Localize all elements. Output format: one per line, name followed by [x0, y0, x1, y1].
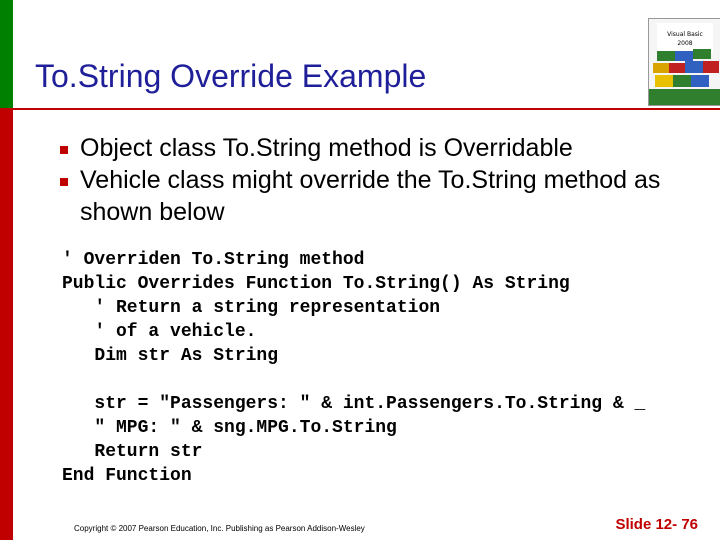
slide-number: Slide 12- 76 — [615, 516, 698, 533]
book-cover-title: Visual Basic — [667, 31, 703, 38]
book-cover-image — [648, 18, 720, 106]
left-accent-stripe — [0, 0, 13, 540]
book-cover-graphic — [649, 19, 720, 105]
bullet-item — [60, 132, 710, 164]
code-block — [62, 248, 645, 488]
bullet-marker-icon — [60, 146, 68, 154]
code-line: Return str — [62, 442, 203, 462]
bullet-marker-icon — [60, 178, 68, 186]
title-underline — [13, 108, 720, 110]
code-line: End Function — [62, 466, 192, 486]
code-line: ' Return a string representation — [62, 298, 441, 318]
bullet-item — [60, 164, 710, 228]
copyright-footer: Copyright © 2007 Pearson Education, Inc. Publishing as Pearson Addison-Wesley — [74, 524, 365, 533]
code-line: ' of a vehicle. — [62, 322, 257, 342]
code-line: Dim str As String — [62, 346, 279, 366]
slide-title: To.String Override Example — [35, 58, 427, 94]
code-line: ' Overriden To.String method — [62, 250, 365, 270]
book-cover-year: 2008 — [677, 40, 693, 47]
code-line: " MPG: " & sng.MPG.To.String — [62, 418, 397, 438]
bullet-text: Vehicle class might override the To.String method as shown below — [80, 166, 661, 226]
bullet-list — [60, 132, 710, 228]
code-line: str = "Passengers: " & int.Passengers.To.String & _ — [62, 394, 646, 414]
code-line: Public Overrides Function To.String() As String — [62, 274, 570, 294]
bullet-text: Object class To.String method is Overridable — [80, 134, 573, 162]
